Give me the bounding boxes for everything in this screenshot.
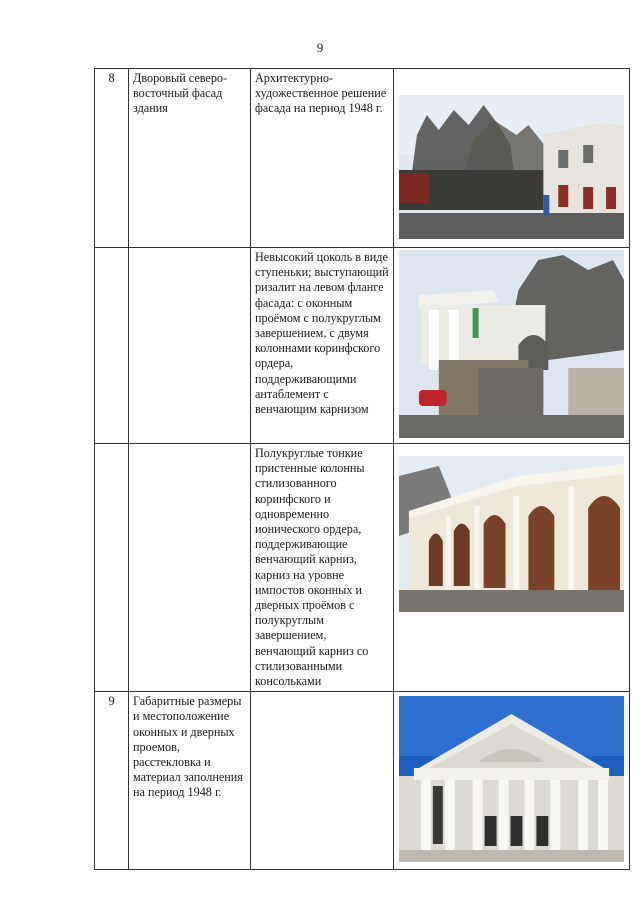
photo-cell	[394, 248, 630, 444]
element-name: Габаритные размеры и местоположение оконных и дверных проемов, расстекловка и материал заполнения на период 1948 г.	[129, 692, 251, 870]
row-number	[95, 248, 129, 444]
row-number: 9	[95, 692, 129, 870]
table-row	[95, 692, 630, 870]
element-description: Невысокий цоколь в виде ступеньки; выступающий ризалит на левом фланге фасада: с оконным проёмом с полукруглым завершением, с двумя колоннами коринфского ордера, поддерживающими антаблемент с венчающим карнизом	[251, 248, 394, 444]
table-row	[95, 444, 630, 692]
table-row	[95, 69, 630, 248]
photo-cell	[394, 692, 630, 870]
table-row	[95, 248, 630, 444]
monument-elements-table	[94, 68, 630, 870]
element-description	[251, 692, 394, 870]
row-number: 8	[95, 69, 129, 248]
photo-courtyard-facade	[399, 95, 624, 239]
photo-cell	[394, 69, 630, 248]
photo-arched-windows	[399, 456, 624, 612]
element-description: Полукруглые тонкие пристенные колонны стилизованного коринфского и одновременно ионического ордера, поддерживающие венчающий карниз, карниз на уровне импостов оконных и дверных проёмов с полукруглым завершением, венчающий карниз со стилизованными консольками	[251, 444, 394, 692]
photo-cell	[394, 444, 630, 692]
element-name: Дворовый северо-восточный фасад здания	[129, 69, 251, 248]
photo-portico	[399, 696, 624, 862]
photo-risalit	[399, 250, 624, 438]
element-description: Архитектурно-художественное решение фасада на период 1948 г.	[251, 69, 394, 248]
row-number	[95, 444, 129, 692]
element-name	[129, 248, 251, 444]
page-number: 9	[316, 40, 324, 55]
element-name	[129, 444, 251, 692]
